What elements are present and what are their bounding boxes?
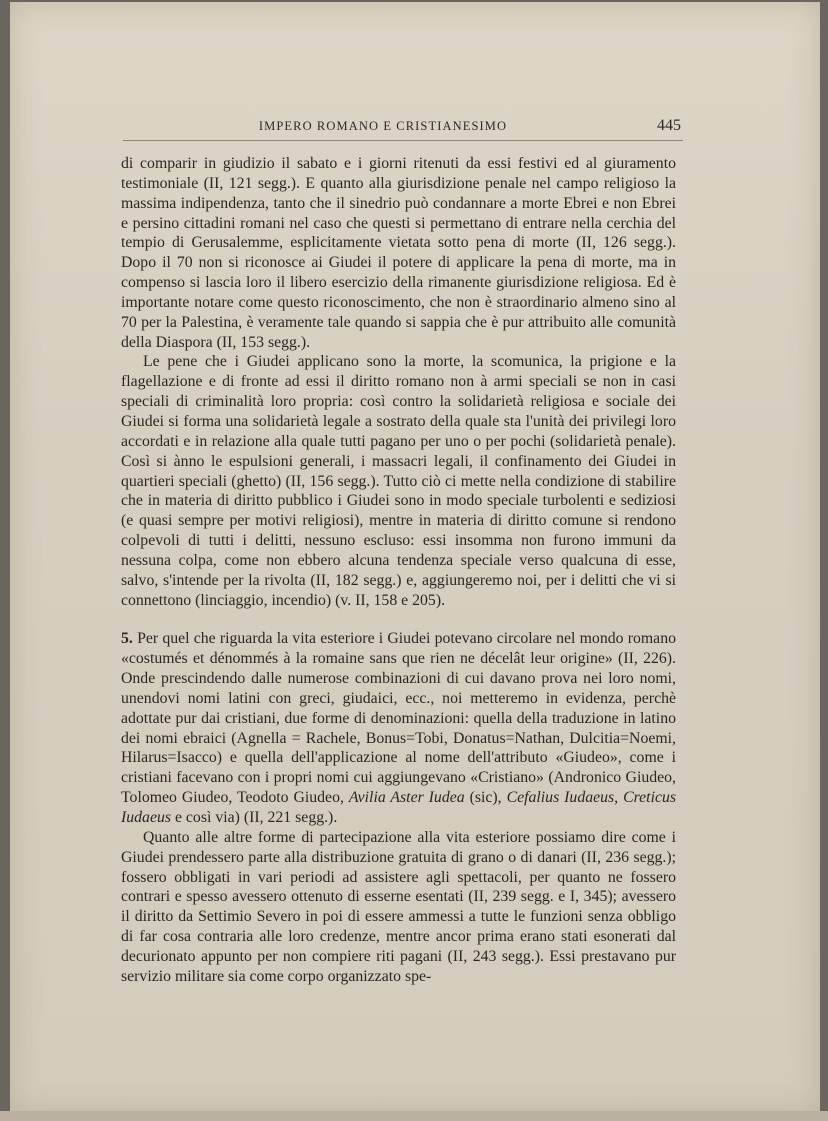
running-title: IMPERO ROMANO E CRISTIANESIMO (258, 119, 508, 133)
section-5-text-a: Per quel che riguarda la vita esteriore i Giudei potevano circolare nel mondo romano «costumés et dénommés à la romaine sans que rien ne décelât leur origine» (II, 226). Onde prescindendo dalle numerose combinazioni di cui davano prova nei loro nomi, unendovi nomi latini con greci, giudaici, ecc., noi metteremo in evidenza, perchè adottate pur dai cristiani, due forme di denominazioni: quella della traduzione in latino dei nomi ebraici (Agnella = Rachele, Bonus=Tobi, Donatus=Nathan, Dulcitia=Noemi, Hilarus=Isacco) e quella dell'applicazione al nome dell'attributo «Giudeo», come i cristiani facevano con i propri nomi cui aggiungevano «Cristiano» (Andronico Giudeo, Tolomeo Giudeo, Teodoto Giudeo, (121, 630, 676, 807)
paragraph-final: Quanto alle altre forme di partecipazione alla vita esteriore possiamo dire come i Giudei prendessero parte alla distribuzione gratuita di grano o di danari (II, 236 segg.); fossero obbligati in vari periodi ad assistere agli spettacoli, per quanto ne fossero contrari e spesso avessero ottenuto di esserne esentati (II, 239 segg. e I, 345); avessero il diritto da Settimio Severo in poi di essere ammessi a tutte le funzioni senza obbligo di far cosa contraria alle loro credenze, mentre ancor prima erano stati esonerati dal decurionato appunto per non compiere riti pagani (II, 243 segg.). Essi prestavano pur servizio militare sia come corpo organizzato spe- (121, 828, 676, 985)
section-5-text-c: e così via) (II, 221 segg.). (171, 809, 338, 826)
page-number: 445 (657, 117, 681, 134)
paragraph-1: di comparir in giudizio il sabato e i giorni ritenuti da essi festivi ed al giuramento testimoniale (II, 121 segg.). E quanto alla giurisdizione penale nel campo religioso la massima indipendenza, tanto che il sinedrio può condannare a morte Ebrei e non Ebrei e persino cittadini romani nel caso che questi si permettano di entrare nella cerchia del tempio di Gerusalemme, esplicitamente vietata sotto pena di morte (II, 126 segg.). Dopo il 70 non si riconosce ai Giudei il potere di applicare la pena di morte, ma in compenso si lascia loro il libero esercizio della rimanente giurisdizione religiosa. Ed è importante notare come questo riconoscimento, che non è straordinario almeno sino al 70 per la Palestina, è veramente tale quando si sappia che è pur attribuito alle comunità della Diaspora (II, 153 segg.). (121, 155, 676, 351)
page-bottom-edge (0, 1111, 828, 1121)
section-number: 5. (121, 630, 133, 648)
section-5-paragraph (121, 629, 676, 827)
running-header (123, 118, 683, 141)
section-5-italic-names-2: Cefalius Iudaeus, Creticus Iudaeus (121, 789, 677, 826)
section-5-italic-name-1: Avilia Aster Iudea (348, 789, 465, 807)
section-5-text-b: (sic), (464, 789, 507, 807)
paragraph-2: Le pene che i Giudei applicano sono la morte, la scomunica, la prigione e la flagellazione e di fronte ad essi il diritto romano non à armi speciali se non in casi speciali di criminalità loro propria: così contro la solidarietà religiosa e sociale dei Giudei si forma una solidarietà legale a sostrato della quale sta l'unità dei privilegi loro accordati e in relazione alla quale tutti pagano per uno o per pochi (solidarietà penale). Così si ànno le espulsioni generali, i massacri legali, il confinamento dei Giudei in quartieri speciali (ghetto) (II, 156 segg.). Tutto ciò ci mette nella condizione di stabilire che in materia di diritto pubblico i Giudei sono in modo speciale turbolenti e sediziosi (e quasi sempre per motivi religiosi), mentre in materia di diritto comune si rendono colpevoli di tutti i delitti, nessuno escluso: essi insomma non furono immuni da nessuna colpa, come non ebbero alcuna tendenza speciale verso qualcuna di esse, salvo, s'intende per la rivolta (II, 182 segg.) e, aggiungeremo noi, per i delitti che vi si connettono (linciaggio, incendio) (v. II, 158 e 205). (121, 353, 676, 609)
body-text (121, 154, 676, 987)
